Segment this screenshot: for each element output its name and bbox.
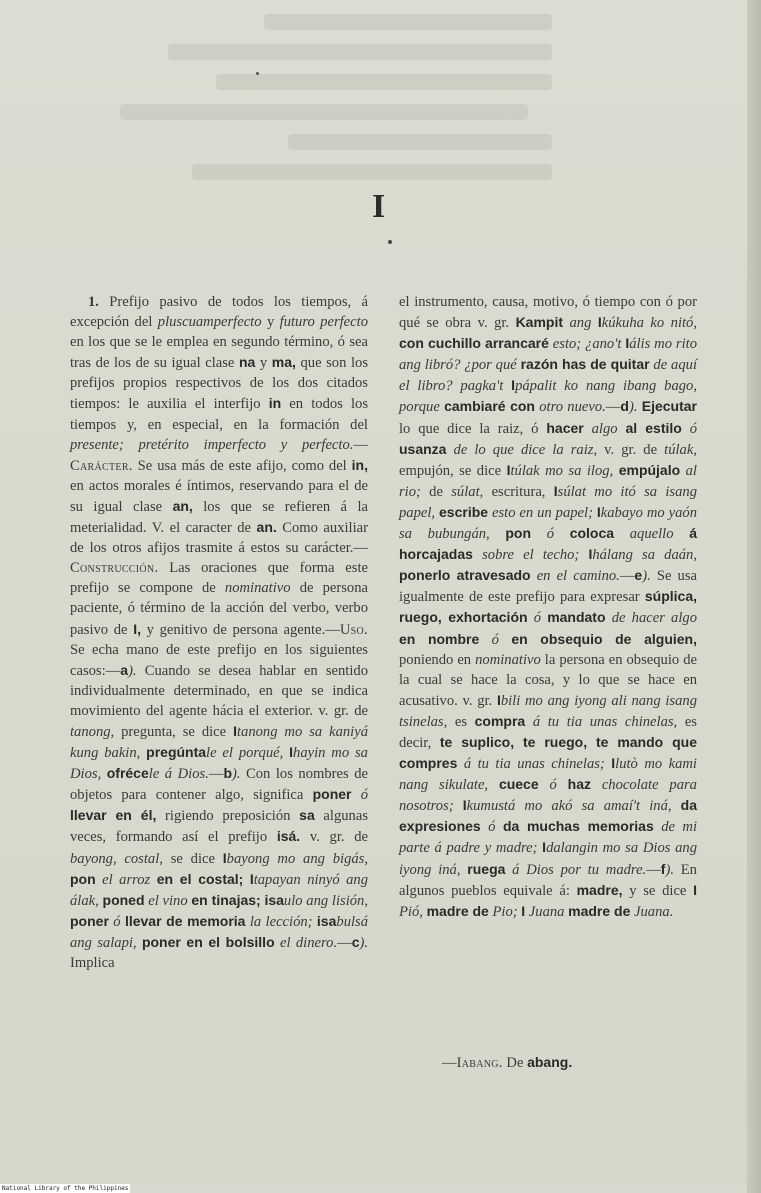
text-run: ó (527, 610, 548, 627)
text-run: rigiendo preposición (156, 808, 300, 825)
text-run: ang (563, 315, 598, 332)
page-edge (747, 0, 761, 1193)
text-run: se dice (162, 850, 223, 867)
text-run: otro nuevo. (534, 399, 606, 416)
text-run: llevar de memoria (124, 912, 246, 929)
text-run: c (351, 933, 360, 950)
text-run: kumustá mo akó sa amaí't iná, (466, 798, 672, 815)
text-run: en actos morales é íntimos, reservando para el de su igual clase (70, 477, 368, 515)
text-run: Iabang. (456, 1055, 503, 1071)
right-column (399, 292, 697, 922)
text-run: — (619, 568, 635, 585)
text-run: chocolate para nosotros; (399, 777, 697, 815)
text-run: I (553, 482, 558, 499)
text-run: e (634, 567, 643, 584)
text-run: Ejecutar (641, 398, 697, 415)
text-run: ó (531, 526, 570, 543)
text-run: el instrumento, causa, motivo, ó tiempo con ó por qué se obra v. gr. (399, 294, 697, 332)
text-run: I (588, 546, 593, 563)
text-run: poniendo en (399, 651, 476, 668)
text-run: ó (681, 420, 698, 437)
text-run: Cuando se desea hablar en sentido individualmente determinado, en que se indica movimiento del agente hácia el exterior. v. gr. de (70, 662, 368, 719)
ornament-dot (388, 240, 392, 244)
text-run: abang. (527, 1054, 573, 1070)
text-run: en el costal; (156, 870, 244, 887)
text-run: de aquí el libro? pagka't (399, 357, 697, 395)
section-letter: I (372, 188, 387, 225)
text-run: lutò mo kami nang sikulate, (399, 756, 697, 794)
text-run: de mi parte á padre y madre; (399, 819, 698, 857)
text-run: I (597, 314, 602, 331)
text-run: Uso. (339, 621, 368, 638)
text-run: da expresiones (399, 797, 697, 835)
text-run: la lección; (245, 913, 317, 930)
text-run: I (233, 722, 237, 739)
text-run: a (120, 661, 129, 678)
text-run: ulo ang lisión, (283, 892, 368, 909)
entry-paragraph (70, 292, 368, 973)
text-run: v. gr. de (597, 441, 665, 458)
text-run: — (605, 399, 621, 416)
text-run: ruega (467, 860, 506, 877)
text-run: es decir, (399, 713, 697, 751)
text-run: poner (70, 912, 109, 929)
text-run: — (353, 436, 368, 453)
text-run: Pió, (399, 903, 423, 920)
text-run: en el camino. (530, 568, 620, 585)
text-run: cambiaré con (444, 398, 535, 415)
text-run: an. (256, 519, 277, 536)
text-run: f (660, 860, 666, 877)
text-run: I (596, 503, 601, 520)
text-run: kabayo mo yaón sa bubungán, (399, 504, 697, 543)
text-run: I (521, 902, 526, 919)
text-run: hacer (546, 419, 584, 436)
text-run: te suplico, te ruego, te mando que compres (399, 733, 697, 772)
text-run: I (693, 881, 697, 898)
text-run: y se dice (622, 882, 694, 899)
text-run: cuece (498, 776, 539, 793)
text-run: ). (232, 766, 241, 783)
text-run (488, 777, 499, 793)
text-run: presente; pretérito imperfecto y perfecto. (70, 436, 354, 453)
text-run: I (625, 335, 630, 352)
text-run: I (506, 461, 511, 478)
text-run: la persona en obsequio de la cual se hace la cosa, y lo que se hace en acusativo. v. gr. (399, 651, 697, 709)
text-run: pon (505, 525, 532, 542)
text-run: — (337, 934, 352, 951)
text-run: Construcción. (70, 560, 159, 577)
text-run: súplica, ruego, exhortación (399, 588, 697, 626)
text-run: I, (133, 620, 141, 637)
text-run: poner (312, 786, 352, 803)
text-run: esto en un papel; (488, 504, 597, 521)
text-run: y (261, 314, 280, 331)
text-run: haz (567, 776, 591, 793)
text-run: bili mo ang iyong ali nang isang tsinelas, (399, 692, 698, 730)
text-run: á tu tia unas chinelas; (457, 756, 612, 773)
page-mark (256, 72, 259, 75)
text-run: ó (479, 631, 512, 648)
text-run: b (223, 765, 232, 782)
text-run: an, (172, 497, 193, 514)
text-run: nominativo (224, 580, 291, 597)
text-run: En algunos pueblos equivale á: (399, 861, 697, 899)
text-run: de (420, 483, 452, 500)
text-run: Juana. (630, 903, 674, 920)
text-run: el vino (144, 892, 192, 909)
text-run: súlat, (451, 483, 484, 500)
text-run: I (511, 377, 516, 394)
text-run: ó (538, 777, 568, 794)
text-run: dalangin mo sa Dios ang iyong iná, (399, 840, 698, 878)
text-run: le á Dios. (148, 766, 209, 783)
text-run: esto; ¿ano't (548, 336, 626, 353)
text-run: es (447, 713, 475, 730)
text-run: na (238, 354, 256, 371)
text-run: compra (474, 712, 526, 729)
text-run: ma, (271, 354, 296, 371)
text-run: y genitivo de persona agente.— (140, 621, 340, 638)
text-run: escritura, (483, 483, 554, 500)
text-run: en obsequio de alguien, (511, 630, 697, 647)
text-run: bayong mo ang bigás, (226, 850, 368, 867)
text-run: I (289, 744, 294, 761)
text-run: pon (70, 870, 96, 887)
text-run: da muchas memorias (502, 818, 654, 835)
text-run: bayong, costal, (70, 850, 163, 867)
text-run: — (208, 766, 224, 783)
text-run: nominativo (475, 651, 541, 668)
text-run: ). (642, 568, 651, 585)
text-run: de lo que dice la raiz, (446, 441, 598, 458)
text-run: madre de (426, 902, 489, 919)
text-run: á Dios por tu madre. (505, 861, 647, 878)
text-run: y (255, 355, 272, 372)
text-run: ). (128, 662, 137, 679)
text-run: empujón, se dice (399, 462, 507, 479)
text-run: in, (351, 456, 368, 473)
text-run: pluscuamperfecto (157, 314, 262, 331)
next-entry (442, 1054, 572, 1072)
text-run: tanong mo sa kaniyá kung bakin, (70, 723, 369, 762)
text-run: empújalo (618, 461, 681, 478)
text-run: Juana (525, 903, 569, 920)
text-run: ó (108, 913, 125, 930)
text-run: á horcajadas (399, 525, 697, 563)
text-run: hálang sa daán, (592, 547, 697, 564)
text-run: isá. (276, 828, 301, 845)
text-run: de persona paciente, ó término de la acción del verbo, verbo pasivo de (70, 580, 368, 638)
entry-paragraph-continued (399, 292, 697, 922)
text-run: de hacer algo (605, 610, 697, 627)
text-run: Se usa más de este afijo, como del (132, 457, 352, 474)
text-run: ). (665, 861, 674, 878)
text-run: — (646, 861, 661, 878)
text-run: escribe (439, 503, 489, 520)
text-run: I (496, 691, 501, 708)
text-run (490, 526, 506, 542)
text-run: Prefijo pasivo de todos los tiempos, á excepción del (70, 294, 368, 331)
text-run: con cuchillo arrancaré (399, 335, 549, 352)
text-run: tanong, (70, 723, 115, 740)
text-run: isa (264, 891, 284, 908)
text-run (672, 798, 681, 814)
text-run: que son los prefijos propios respectivos de los dos citados tiempos: le auxilia el interfijo (70, 355, 369, 413)
text-run: ó (480, 819, 503, 836)
text-run: I (249, 870, 254, 887)
text-run: sa (299, 807, 315, 824)
text-run: pregúnta (146, 744, 207, 761)
left-column (70, 292, 368, 973)
text-run: madre de (568, 902, 631, 919)
text-run: al estilo (625, 419, 682, 436)
text-run: Con los nombres de objetos para contener algo, significa (70, 766, 368, 804)
text-run: en todos los tiempos y, en especial, en la formación del (70, 396, 368, 433)
text-run: hayin mo sa Dios, (70, 745, 368, 783)
text-run: al rio; (399, 462, 697, 500)
text-run: ális mo rito ang libró? ¿por qué (399, 336, 697, 374)
text-run: llevar en él, (70, 807, 157, 824)
text-run: á tu tia unas chinelas, (525, 713, 678, 730)
text-run: usanza (399, 440, 447, 457)
bleed-through-text (120, 0, 600, 220)
scan-credit: National Library of the Philippines (2, 1185, 129, 1192)
text-run: kúkuha ko nitó, (601, 315, 697, 332)
text-run: Se usa igualmente de este prefijo para expresar (399, 568, 697, 606)
text-run: v. gr. de (300, 829, 368, 846)
text-run: ó (351, 787, 368, 804)
text-run: pápalit ko nang ibang bago, porque (399, 378, 697, 416)
text-run: mandato (547, 609, 606, 626)
text-run: I (222, 849, 227, 866)
text-run: razón has de quitar (520, 356, 650, 373)
text-run: ). (628, 399, 638, 416)
text-run: I (611, 755, 616, 772)
text-run: súlat mo itó sa isang papel, (399, 483, 698, 521)
text-run: el dinero. (274, 934, 338, 951)
text-run: Se echa mano de este prefijo en los siguientes casos:— (70, 641, 368, 679)
text-run: Las oraciones que forma este prefijo se compone de (70, 560, 368, 597)
text-run: I (542, 839, 547, 856)
text-run: madre, (576, 881, 623, 898)
text-run: le el porqué, (206, 745, 290, 762)
text-run: en los que se le emplea en segundo término, ó sea tras de los de su igual clase (70, 334, 368, 372)
text-run: poner en el bolsillo (141, 933, 275, 950)
text-run: túlak mo sa ilog, (510, 462, 614, 479)
text-run: De (502, 1055, 528, 1071)
text-run: ponerlo atravesado (399, 567, 531, 584)
text-run: los que se refieren á la meterialidad. V. el caracter de (70, 498, 368, 537)
text-run: algunas veces, formando así el prefijo (70, 808, 369, 846)
text-run: poned (102, 891, 145, 908)
text-run: Pio; (488, 903, 522, 920)
text-run: sobre el techo; (472, 547, 589, 564)
text-run: Implica (70, 955, 115, 971)
text-run: Como auxiliar de los otros afijos trasmite á estos su carácter.— (70, 520, 368, 557)
text-run: algo (583, 420, 626, 437)
text-run: Carácter. (70, 457, 133, 474)
text-run: lo que dice la raiz, ó (399, 420, 547, 437)
text-run: en nombre (399, 630, 480, 647)
text-run: Kampit (515, 314, 564, 331)
text-run: — (442, 1055, 457, 1071)
text-run: I (462, 797, 467, 814)
text-run: en tinajas; (191, 891, 261, 908)
text-run: isa (316, 912, 337, 929)
text-run: ). (359, 934, 368, 951)
text-run: pregunta, se dice (114, 723, 234, 740)
text-run: ofréce (106, 765, 149, 782)
text-run: aquello (614, 526, 690, 543)
text-run: d (620, 398, 629, 415)
text-run: tapayan ninyó ang álak, (70, 871, 368, 909)
text-run: el arroz (95, 871, 157, 888)
text-run: bulsá ang salapi, (70, 913, 369, 951)
text-run: in (268, 395, 282, 412)
text-run: 1. (88, 294, 99, 310)
text-run: túlak, (664, 441, 697, 458)
text-run: futuro perfecto (279, 314, 368, 331)
text-run: coloca (569, 525, 615, 542)
